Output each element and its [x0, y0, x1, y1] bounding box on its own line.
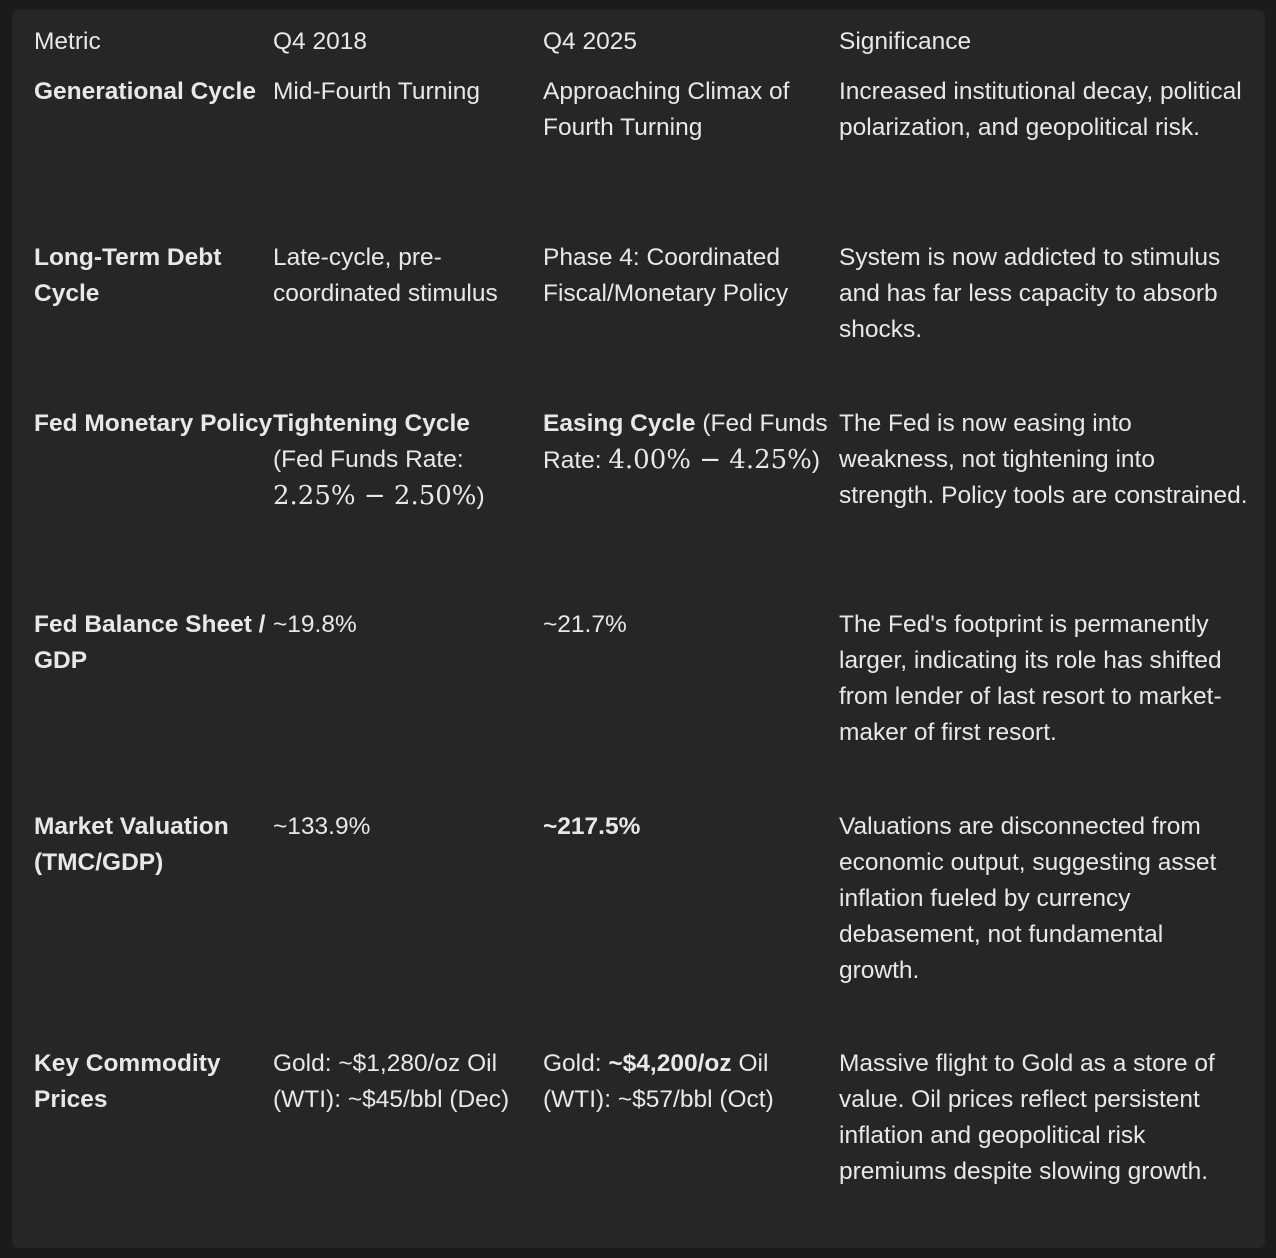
header-significance: Significance	[839, 28, 972, 55]
policy-stance-label: Tightening Cycle	[273, 410, 470, 437]
rate-close: )	[476, 483, 485, 510]
metric-cell: Generational Cycle	[34, 78, 256, 105]
header-metric: Metric	[34, 28, 101, 55]
q4-2018-cell: Gold: ~$1,280/oz Oil (WTI): ~$45/bbl (Dec)	[273, 1050, 510, 1113]
q4-2018-cell: Late-cycle, pre-coordinated stimulus	[273, 244, 498, 307]
table-row	[34, 1046, 1249, 1216]
metric-cell: Market Valuation (TMC/GDP)	[34, 813, 229, 876]
rate-range: 4.00% − 4.25%	[608, 445, 812, 475]
metric-cell: Fed Monetary Policy	[34, 410, 273, 437]
table-row	[34, 406, 1249, 607]
significance-cell: The Fed's footprint is permanently larger, indicating its role has shifted from lender of last resort to market-maker of first resort.	[839, 611, 1222, 746]
metric-cell: Long-Term Debt Cycle	[34, 244, 222, 307]
comparison-table	[34, 24, 1249, 1216]
gold-prefix: Gold:	[543, 1050, 609, 1077]
rate-label: (Fed Funds Rate:	[273, 446, 464, 473]
table-row	[34, 809, 1249, 1046]
q4-2025-cell: Approaching Climax of Fourth Turning	[543, 78, 790, 141]
significance-cell: Valuations are disconnected from economic output, suggesting asset inflation fueled by currency debasement, not fundamental growth.	[839, 813, 1217, 984]
table-header-row	[34, 24, 1249, 74]
significance-cell: Increased institutional decay, political polarization, and geopolitical risk.	[839, 78, 1242, 141]
metric-cell: Fed Balance Sheet / GDP	[34, 611, 266, 674]
q4-2018-cell	[273, 406, 543, 607]
significance-cell: Massive flight to Gold as a store of value. Oil prices reflect persistent inflation and geopolitical risk premiums despite slowing growth.	[839, 1050, 1215, 1185]
q4-2018-cell: ~133.9%	[273, 813, 371, 840]
significance-cell: The Fed is now easing into weakness, not tightening into strength. Policy tools are constrained.	[839, 410, 1248, 509]
table-row	[34, 240, 1249, 406]
significance-cell: System is now addicted to stimulus and has far less capacity to absorb shocks.	[839, 244, 1221, 343]
q4-2025-cell: ~217.5%	[543, 813, 641, 840]
q4-2018-cell: ~19.8%	[273, 611, 357, 638]
table-row	[34, 74, 1249, 240]
table-row	[34, 607, 1249, 809]
q4-2018-cell: Mid-Fourth Turning	[273, 78, 480, 105]
metric-cell: Key Commodity Prices	[34, 1050, 221, 1113]
rate-label: (Fed Funds Rate:	[543, 410, 828, 474]
table-container	[12, 10, 1265, 1248]
oil-price-text: Oil (WTI): ~$57/bbl (Oct)	[543, 1050, 774, 1113]
q4-2025-cell: ~21.7%	[543, 611, 627, 638]
rate-close: )	[811, 447, 821, 474]
q4-2025-cell	[543, 1046, 839, 1216]
q4-2025-cell: Phase 4: Coordinated Fiscal/Monetary Policy	[543, 244, 789, 307]
policy-stance-label: Easing Cycle	[543, 410, 696, 437]
rate-range: 2.25% − 2.50%	[273, 481, 477, 511]
header-q4-2025: Q4 2025	[543, 28, 637, 55]
q4-2025-cell	[543, 406, 839, 607]
gold-price: ~$4,200/oz	[608, 1050, 732, 1077]
header-q4-2018: Q4 2018	[273, 28, 367, 55]
